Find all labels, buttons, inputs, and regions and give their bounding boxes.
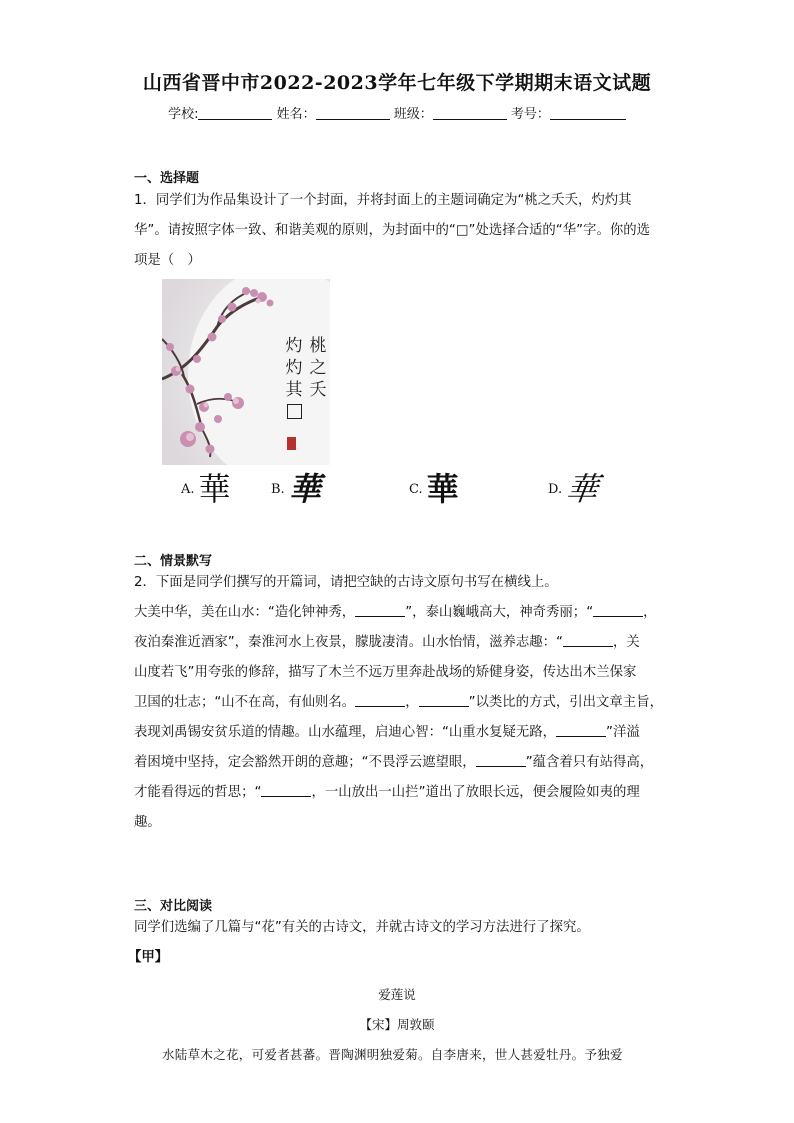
answer-blank[interactable] bbox=[261, 796, 311, 797]
dictation-line: 夜泊秦淮近酒家”，秦淮河水上夜景，朦胧凄清。山水怡情，滋养志趣：“ ，关 bbox=[134, 635, 640, 650]
number-label: 考号： bbox=[510, 107, 550, 122]
dictation-line: 卫国的壮志；“山不在高，有仙则名。 ， ”以类比的方式，引出文章主旨， bbox=[134, 695, 663, 710]
dictation-line: 着困境中坚持，定会豁然开朗的意趣；“不畏浮云遮望眼， ”蕴含着只有站得高， bbox=[134, 755, 654, 770]
section-heading-reading: 三、对比阅读 bbox=[134, 899, 213, 914]
question-1-line: 1．同学们为作品集设计了一个封面，并将封面上的主题词确定为“桃之夭夭，灼灼其 bbox=[134, 193, 632, 208]
section-heading-choice: 一、选择题 bbox=[134, 171, 200, 186]
page-title: 山西省晋中市2022-2023学年七年级下学期期末语文试题 bbox=[142, 72, 652, 94]
section-heading-dictation: 二、情景默写 bbox=[134, 554, 213, 569]
question-1-text bbox=[134, 186, 666, 276]
dictation-line: 表现刘禹锡安贫乐道的情趣。山水蕴理，启迪心智：“山重水复疑无路， ”洋溢 bbox=[134, 725, 640, 740]
dictation-line: 山度若飞”用夸张的修辞，描写了木兰不远万里奔赴战场的矫健身姿，传达出木兰保家 bbox=[134, 665, 637, 680]
cover-title-right-column: 桃之夭 bbox=[309, 336, 327, 400]
class-field[interactable] bbox=[433, 106, 507, 120]
classic-text-line: 水陆草木之花，可爱者甚蕃。晋陶渊明独爱菊。自李唐来，世人甚爱牡丹。予独爱 bbox=[162, 1047, 623, 1062]
part-label-jia: 【甲】 bbox=[128, 950, 169, 965]
option-c[interactable] bbox=[409, 470, 459, 508]
reading-intro: 同学们选编了几篇与“花”有关的古诗文，并就古诗文的学习方法进行了探究。 bbox=[134, 920, 590, 935]
option-c-label: C. bbox=[409, 481, 423, 497]
section-3-intro bbox=[128, 913, 666, 973]
option-a-label: A. bbox=[181, 481, 195, 497]
option-a[interactable] bbox=[181, 470, 231, 508]
number-field[interactable] bbox=[550, 106, 626, 120]
school-label: 学校: bbox=[168, 107, 199, 122]
option-a-glyph: 華 bbox=[198, 470, 231, 508]
school-field[interactable] bbox=[198, 106, 272, 120]
option-d-glyph: 華 bbox=[563, 470, 601, 508]
cover-title-left-column: 灼灼其 bbox=[285, 336, 303, 400]
cover-blank-box bbox=[287, 404, 302, 419]
question-2-prompt: 2．下面是同学们撰写的开篇词，请把空缺的古诗文原句书写在横线上。 bbox=[134, 575, 558, 590]
question-1-line: 项是（ ） bbox=[134, 253, 201, 268]
answer-options bbox=[0, 470, 794, 510]
answer-blank[interactable] bbox=[556, 736, 606, 737]
poem-author: 【宋】周敦颐 bbox=[359, 1017, 435, 1032]
option-c-glyph: 華 bbox=[426, 470, 459, 508]
answer-blank[interactable] bbox=[563, 646, 613, 647]
answer-blank[interactable] bbox=[419, 706, 469, 707]
poem-title: 爱莲说 bbox=[378, 987, 416, 1002]
option-b-glyph: 華 bbox=[288, 470, 321, 508]
dictation-line: 趣。 bbox=[134, 815, 161, 830]
answer-blank[interactable] bbox=[355, 616, 405, 617]
dictation-line: 才能看得远的哲思；“ ，一山放出一山拦”道出了放眼长远，便会履险如夷的理 bbox=[134, 785, 640, 800]
answer-blank[interactable] bbox=[593, 616, 643, 617]
class-label: 班级： bbox=[393, 107, 433, 122]
question-1-line: 华”。请按照字体一致、和谐美观的原则，为封面中的“□”处选择合适的“华”字。你的选 bbox=[134, 223, 651, 238]
name-field[interactable] bbox=[316, 106, 390, 120]
option-d-label: D. bbox=[548, 481, 563, 497]
option-d[interactable] bbox=[548, 470, 601, 508]
name-label: 姓名： bbox=[276, 107, 316, 122]
answer-blank[interactable] bbox=[355, 706, 405, 707]
cover-image bbox=[162, 279, 330, 465]
student-info-row bbox=[0, 103, 794, 122]
option-b[interactable] bbox=[271, 470, 321, 508]
answer-blank[interactable] bbox=[476, 766, 526, 767]
peach-blossom-illustration bbox=[162, 279, 330, 465]
question-2-text bbox=[134, 568, 666, 838]
option-b-label: B. bbox=[271, 481, 285, 497]
dictation-line: 大美中华，美在山水：“造化钟神秀， ”，泰山巍峨高大，神奇秀丽；“ ， bbox=[134, 605, 657, 620]
